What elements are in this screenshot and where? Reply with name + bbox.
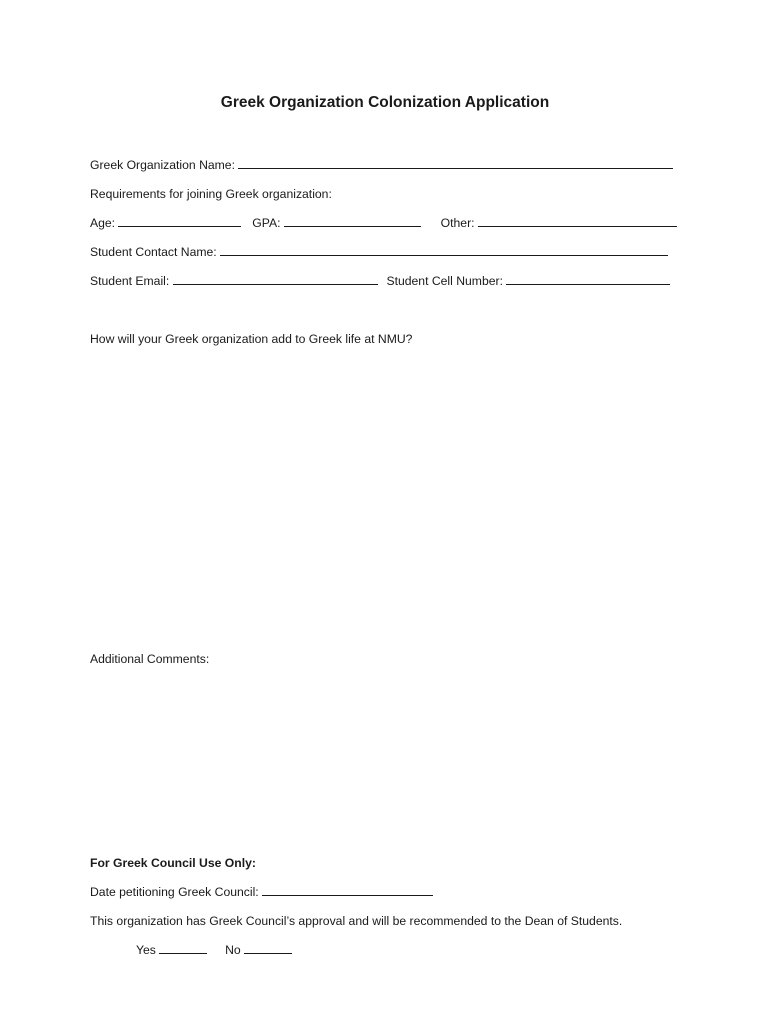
no-field[interactable]: [244, 942, 292, 954]
approval-statement: This organization has Greek Council’s approval and will be recommended to the Dean of Students.: [90, 914, 623, 928]
petition-date-field[interactable]: [262, 884, 433, 896]
gpa-field[interactable]: [284, 215, 421, 227]
other-label: Other:: [440, 216, 475, 230]
petition-date-row: [90, 884, 433, 900]
contact-name-field[interactable]: [220, 244, 668, 256]
age-gpa-other-row: [90, 215, 677, 231]
contact-name-row: [90, 244, 668, 260]
cell-field[interactable]: [506, 273, 670, 285]
org-name-label: Greek Organization Name:: [90, 158, 235, 172]
additional-comments-label: Additional Comments:: [90, 652, 210, 666]
contact-name-label: Student Contact Name:: [90, 245, 217, 259]
other-field[interactable]: [478, 215, 677, 227]
greek-life-question: How will your Greek organization add to Greek life at NMU?: [90, 332, 413, 346]
age-field[interactable]: [118, 215, 241, 227]
no-label: No: [225, 943, 241, 957]
yes-field[interactable]: [159, 942, 207, 954]
age-label: Age:: [90, 216, 116, 230]
yes-label: Yes: [136, 943, 156, 957]
email-label: Student Email:: [90, 274, 170, 288]
email-field[interactable]: [173, 273, 378, 285]
council-use-heading: For Greek Council Use Only:: [90, 856, 256, 870]
org-name-row: [90, 157, 673, 173]
requirements-label: Requirements for joining Greek organization:: [90, 187, 332, 201]
cell-label: Student Cell Number:: [386, 274, 503, 288]
org-name-field[interactable]: [238, 157, 673, 169]
email-cell-row: [90, 273, 670, 289]
gpa-label: GPA:: [252, 216, 281, 230]
yes-no-row: [136, 942, 292, 958]
petition-date-label: Date petitioning Greek Council:: [90, 885, 259, 899]
form-title: Greek Organization Colonization Application: [220, 94, 550, 111]
